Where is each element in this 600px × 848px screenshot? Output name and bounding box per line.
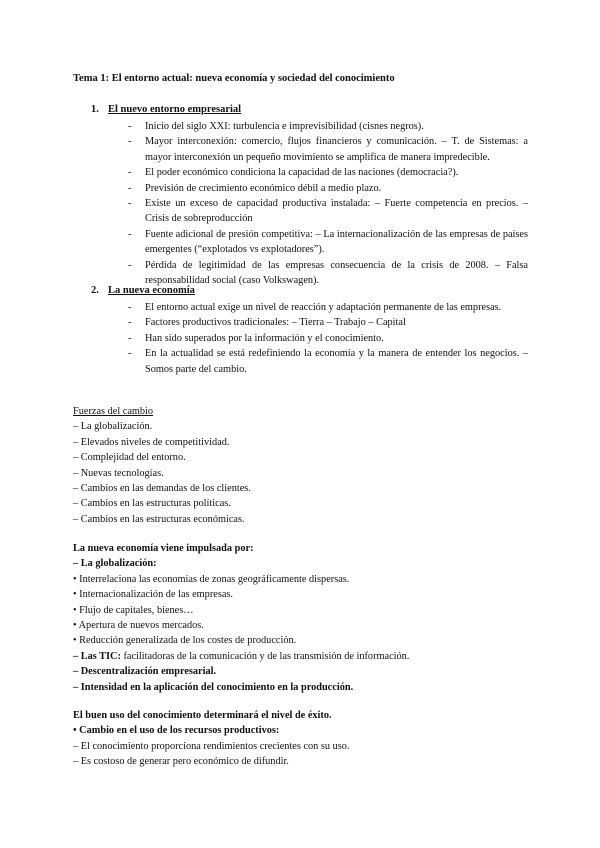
list-item: - Mayor interconexión: comercio, flujos financieros y comunicación. – T. de Sistemas: a mayor interconexión un pequeño movimiento se amplifica de manera impredecible. [128, 134, 528, 165]
tic-text: facilitadoras de la comunicación y de las transmisión de información. [120, 650, 410, 662]
list-item: - Factores productivos tradicionales: – Tierra – Trabajo – Capital [128, 315, 528, 330]
list-item: - El poder económico condiciona la capacidad de las naciones (democracia?). [128, 165, 528, 180]
forces-block [73, 404, 251, 527]
section-2-list [128, 300, 528, 377]
driven-block [73, 541, 409, 695]
list-item: - Pérdida de legitimidad de las empresas consecuencia de la crisis de 2008. – Falsa responsabilidad social (caso Volkswagen). [128, 258, 528, 289]
section-2-heading [91, 285, 195, 296]
list-item: • Interrelaciona las economías de zonas geográficamente dispersas. [73, 573, 350, 585]
knowledge-subheading: • Cambio en el uso de los recursos productivos: [73, 725, 280, 737]
list-item: • Apertura de nuevos mercados. [73, 619, 204, 631]
list-item: - Previsión de crecimiento económico débil a medio plazo. [128, 181, 528, 196]
list-item: - Fuente adicional de presión competitiva: – La internacionalización de las empresas de países emergentes (“explotados vs explotadores”). [128, 227, 528, 258]
forces-heading: Fuerzas del cambio [73, 406, 154, 417]
section-2-title: La nueva economía [108, 285, 195, 296]
list-item: – Elevados niveles de competitividad. [73, 436, 230, 448]
list-item: • Internacionalización de las empresas. [73, 589, 233, 601]
knowledge-block [73, 708, 350, 770]
section-1-number: 1. [91, 104, 99, 115]
section-1-list [128, 119, 528, 288]
list-item: – Cambios en las demandas de los clientes. [73, 482, 251, 494]
list-item: - El entorno actual exige un nivel de reacción y adaptación permanente de las empresas. [128, 300, 528, 315]
list-item: - Han sido superados por la información y el conocimiento. [128, 331, 528, 346]
list-item: – Nuevas tecnologías. [73, 467, 164, 479]
tic-line [73, 649, 409, 664]
section-1-heading [91, 104, 241, 115]
tic-label: – Las TIC: [73, 650, 121, 662]
driven-heading: La nueva economía viene impulsada por: [73, 543, 254, 554]
knowledge-heading: El buen uso del conocimiento determinará el nivel de éxito. [73, 710, 332, 721]
document-title: Tema 1: El entorno actual: nueva economía y sociedad del conocimiento [73, 73, 395, 84]
list-item: – Cambios en las estructuras económicas. [73, 513, 245, 525]
list-item: • Reducción generalizada de los costes de producción. [73, 635, 297, 647]
globalization-label: – La globalización: [73, 558, 157, 570]
list-item: – La globalización. [73, 421, 153, 433]
list-item: – Es costoso de generar pero económico de difundir. [73, 756, 289, 768]
section-1-title: El nuevo entorno empresarial [108, 104, 242, 115]
list-item: - Inicio del siglo XXI: turbulencia e imprevisibilidad (cisnes negros). [128, 119, 528, 134]
decentralization-line: – Descentralización empresarial. [73, 666, 217, 678]
list-item: - En la actualidad se está redefiniendo la economía y la manera de entender los negocios. – Somos parte del cambio. [128, 346, 528, 377]
list-item: - Existe un exceso de capacidad productiva instalada: – Fuerte competencia en precios. – Crisis de sobreproducción [128, 196, 528, 227]
list-item: – Cambios en las estructuras políticas. [73, 498, 231, 510]
list-item: – Complejidad del entorno. [73, 452, 186, 464]
list-item: • Flujo de capitales, bienes… [73, 604, 194, 616]
intensity-line: – Intensidad en la aplicación del conocimiento en la producción. [73, 681, 354, 693]
list-item: – El conocimiento proporciona rendimientos crecientes con su uso. [73, 740, 350, 752]
section-2-number: 2. [91, 285, 99, 296]
